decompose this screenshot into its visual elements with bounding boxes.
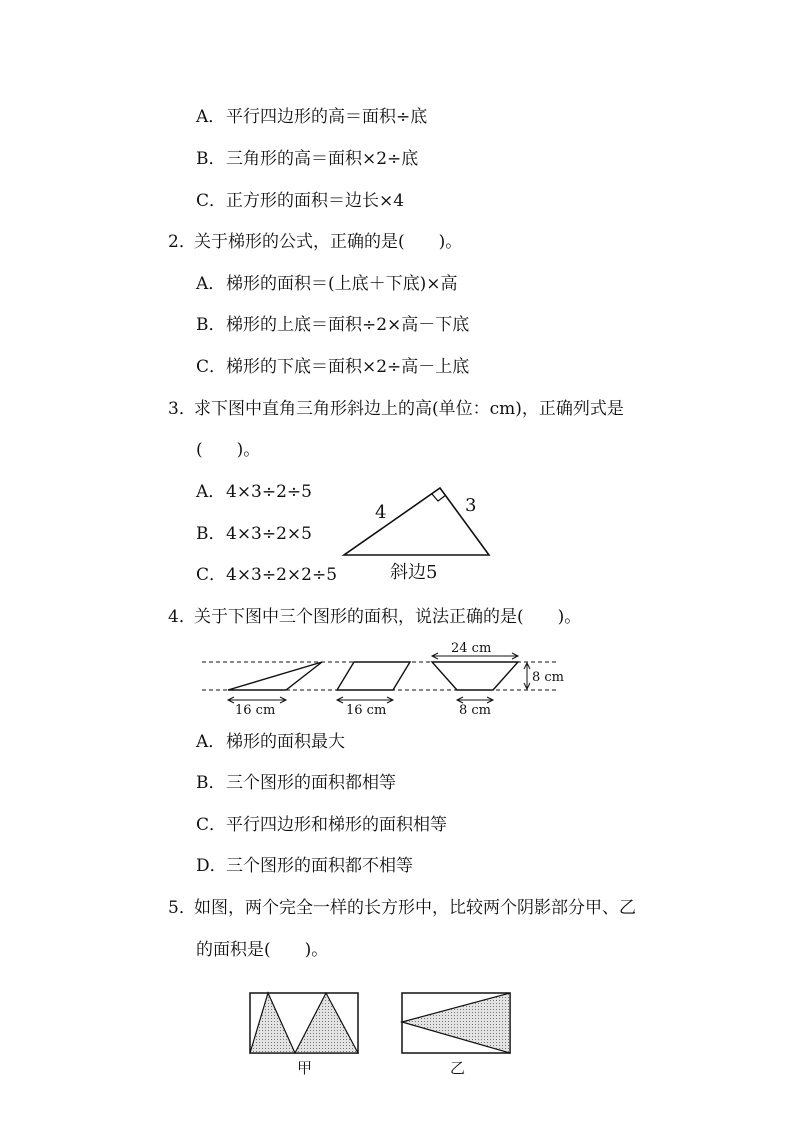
option-letter: B．: [196, 524, 226, 544]
option-text: 正方形的面积＝边长×4: [226, 191, 405, 211]
question-number: 3．: [168, 399, 196, 419]
option-text: 梯形的上底＝面积÷2×高－下底: [226, 315, 470, 335]
option-letter: C．: [196, 565, 227, 585]
question-text: 的面积是( )。: [196, 940, 329, 960]
parallelogram-base-label: 16 cm: [346, 703, 387, 718]
option-text: 三个图形的面积都相等: [226, 773, 396, 793]
option-text: 4×3÷2×2÷5: [226, 565, 338, 585]
shaded-triangle-yi: [402, 993, 510, 1053]
option-letter: B．: [196, 773, 226, 793]
question-text: 关于下图中三个图形的面积，说法正确的是( )。: [194, 607, 582, 627]
trapezoid-shape: [432, 662, 518, 690]
option-text: 梯形的下底＝面积×2÷高－上底: [226, 357, 470, 377]
option-text: 平行四边形和梯形的面积相等: [226, 815, 447, 835]
height-label: 8 cm: [532, 670, 565, 685]
q3-stem-line1: [168, 398, 624, 420]
option-text: 梯形的面积＝(上底＋下底)×高: [226, 274, 458, 294]
q2-option-c: [196, 356, 469, 378]
q4-option-c: [196, 814, 447, 836]
leg-b-label: 3: [465, 495, 477, 516]
triangle-arrow-right-head: [280, 697, 286, 703]
q3-option-b: [196, 523, 312, 545]
hypotenuse-label: 斜边5: [390, 562, 438, 583]
shaded-triangle-jia-1: [250, 993, 295, 1053]
q3-option-a: [196, 481, 312, 503]
right-triangle: [344, 488, 489, 555]
option-letter: B．: [196, 315, 226, 335]
leg-a-label: 4: [375, 502, 387, 523]
question-text: ( )。: [196, 440, 261, 460]
trapezoid-top-arrow-right-head: [512, 653, 518, 659]
option-letter: A．: [196, 107, 226, 127]
label-jia: 甲: [297, 1059, 313, 1077]
parallelogram-arrow-left-head: [337, 697, 343, 703]
rectangle-yi: [402, 993, 510, 1053]
q2-stem: [168, 231, 462, 253]
option-letter: D．: [196, 856, 227, 876]
option-letter: A．: [196, 482, 226, 502]
trapezoid-top-arrow-left-head: [432, 653, 438, 659]
question-number: 2．: [168, 232, 196, 252]
option-letter: A．: [196, 274, 226, 294]
right-angle-mark: [432, 494, 446, 501]
question-number: 4．: [168, 607, 196, 627]
q3-option-c: [196, 564, 337, 586]
height-arrow-top-head: [524, 663, 530, 669]
trapezoid-top-label: 24 cm: [451, 641, 492, 656]
shaded-triangle-jia-2: [295, 993, 358, 1053]
label-yi: 乙: [450, 1059, 466, 1077]
question-number: 5．: [168, 898, 196, 918]
option-text: 三个图形的面积都不相等: [226, 856, 413, 876]
option-text: 三角形的高＝面积×2÷底: [226, 149, 419, 169]
q4-option-d: [196, 855, 413, 877]
q2-option-b: [196, 314, 469, 336]
option-letter: B．: [196, 149, 226, 169]
option-letter: A．: [196, 732, 226, 752]
q1-option-a: [196, 106, 427, 128]
option-text: 4×3÷2÷5: [226, 482, 312, 502]
question-text: 关于梯形的公式，正确的是( )。: [194, 232, 463, 252]
q3-stem-line2: [196, 439, 260, 461]
q1-option-b: [196, 148, 418, 170]
q4-stem: [168, 606, 581, 628]
q5-stem-line2: [196, 939, 328, 961]
q1-option-c: [196, 190, 404, 212]
option-text: 4×3÷2×5: [226, 524, 312, 544]
option-letter: C．: [196, 357, 227, 377]
trapezoid-bottom-arrow-left-head: [457, 697, 463, 703]
trapezoid-bottom-label: 8 cm: [459, 703, 492, 718]
q5-stem-line1: [168, 897, 636, 919]
option-text: 平行四边形的高＝面积÷底: [226, 107, 428, 127]
parallelogram-arrow-right-head: [387, 697, 393, 703]
q4-option-a: [196, 731, 345, 753]
q2-option-a: [196, 273, 458, 295]
parallelogram-shape: [337, 662, 410, 690]
triangle-shape: [228, 662, 322, 690]
height-arrow-bottom-head: [524, 683, 530, 689]
trapezoid-bottom-arrow-right-head: [487, 697, 493, 703]
triangle-arrow-left-head: [228, 697, 234, 703]
question-text: 求下图中直角三角形斜边上的高(单位：cm)，正确列式是: [194, 399, 624, 419]
option-text: 梯形的面积最大: [226, 732, 345, 752]
triangle-base-label: 16 cm: [235, 703, 276, 718]
question-text: 如图，两个完全一样的长方形中，比较两个阴影部分甲、乙: [194, 898, 636, 918]
q4-option-b: [196, 772, 396, 794]
rectangle-jia: [250, 993, 358, 1053]
option-letter: C．: [196, 191, 227, 211]
option-letter: C．: [196, 815, 227, 835]
